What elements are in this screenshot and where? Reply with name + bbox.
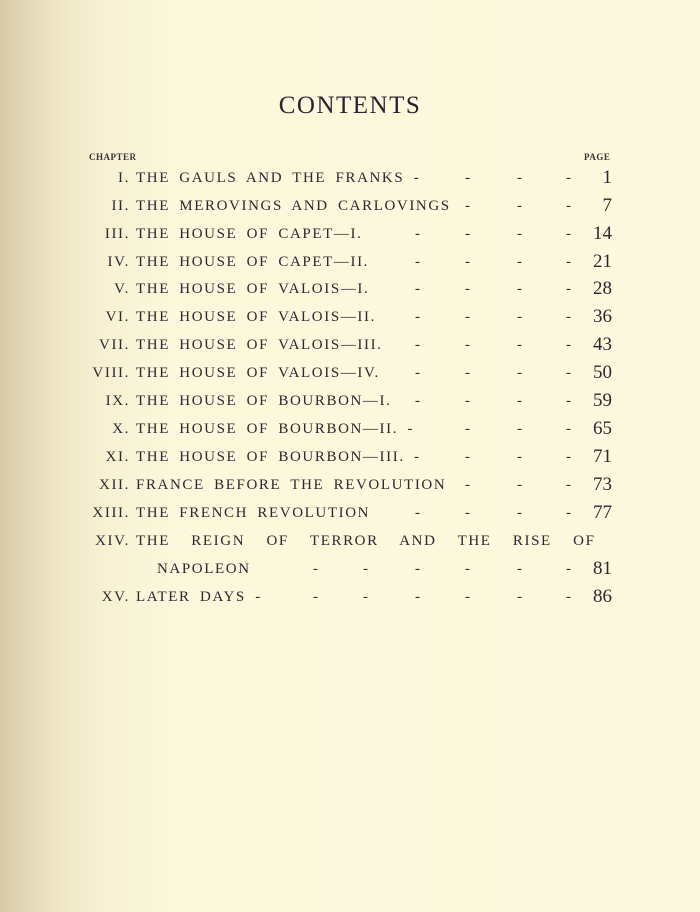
leader-dash: - <box>517 170 524 186</box>
leader-dash: - <box>465 170 472 186</box>
leader-dash: - <box>517 561 524 577</box>
chapter-title: THE HOUSE OF BOURBON—III. - <box>136 449 421 465</box>
page-title: CONTENTS <box>278 92 422 119</box>
chapter-numeral: VII. <box>99 337 130 353</box>
chapter-numeral: III. <box>104 226 130 242</box>
chapter-title: FRANCE BEFORE THE REVOLUTION <box>136 477 447 493</box>
toc-entry <box>0 502 700 529</box>
leader-dash: - <box>465 505 472 521</box>
leader-dash: - <box>415 365 422 381</box>
toc-entry <box>0 586 700 613</box>
leader-dash: - <box>415 309 422 325</box>
leader-dash: - <box>566 198 573 214</box>
leader-dash: - <box>517 505 524 521</box>
toc-entry <box>0 418 700 445</box>
page-number: 7 <box>602 195 612 216</box>
leader-dash: - <box>465 309 472 325</box>
chapter-title: THE FRENCH REVOLUTION <box>136 505 371 521</box>
leader-dash: - <box>465 337 472 353</box>
leader-dash: - <box>566 309 573 325</box>
chapter-title: LATER DAYS - <box>136 589 262 605</box>
toc-entry <box>0 558 700 585</box>
toc-entry <box>0 251 700 278</box>
leader-dash: - <box>517 337 524 353</box>
chapter-title: THE REIGN OF TERROR AND THE RISE OF <box>136 533 596 549</box>
leader-dash: - <box>465 589 472 605</box>
chapter-title: THE HOUSE OF VALOIS—II. <box>136 309 376 325</box>
leader-dash: - <box>415 561 422 577</box>
chapter-title: THE HOUSE OF CAPET—II. <box>136 254 370 270</box>
chapter-numeral: X. <box>112 421 130 437</box>
leader-dash: - <box>465 449 472 465</box>
toc-entry <box>0 334 700 361</box>
chapter-numeral: XIV. <box>95 533 130 549</box>
leader-dash: - <box>566 449 573 465</box>
chapter-numeral: IV. <box>107 254 130 270</box>
leader-dash: - <box>517 393 524 409</box>
chapter-numeral: II. <box>111 198 130 214</box>
chapter-numeral: XII. <box>99 477 130 493</box>
chapter-numeral: I. <box>118 170 130 186</box>
page-number: 73 <box>593 474 612 495</box>
page-number: 28 <box>593 278 612 299</box>
toc-entry <box>0 362 700 389</box>
toc-entry <box>0 167 700 194</box>
toc-entry <box>0 474 700 501</box>
leader-dash: - <box>517 198 524 214</box>
leader-dash: - <box>465 198 472 214</box>
leader-dash: - <box>517 365 524 381</box>
toc-entry <box>0 278 700 305</box>
chapter-numeral: XV. <box>101 589 130 605</box>
leader-dash: - <box>465 477 472 493</box>
page-number: 43 <box>593 334 612 355</box>
chapter-numeral: XIII. <box>92 505 130 521</box>
leader-dash: - <box>566 505 573 521</box>
leader-dash: - <box>465 281 472 297</box>
chapter-title: THE HOUSE OF VALOIS—III. <box>136 337 383 353</box>
chapter-numeral: XI. <box>105 449 130 465</box>
chapter-title: NAPOLEON <box>157 561 251 577</box>
chapter-title: THE HOUSE OF VALOIS—I. <box>136 281 370 297</box>
page-number: 50 <box>593 362 612 383</box>
leader-dash: - <box>517 449 524 465</box>
leader-dash: - <box>465 393 472 409</box>
leader-dash: - <box>465 421 472 437</box>
page-number: 86 <box>593 586 612 607</box>
leader-dash: - <box>566 589 573 605</box>
toc-entry <box>0 195 700 222</box>
leader-dash: - <box>415 393 422 409</box>
leader-dash: - <box>566 281 573 297</box>
leader-dash: - <box>415 226 422 242</box>
leader-dash: - <box>566 421 573 437</box>
leader-dash: - <box>363 561 370 577</box>
leader-dash: - <box>415 505 422 521</box>
leader-dash: - <box>517 421 524 437</box>
page-number: 36 <box>593 306 612 327</box>
toc-entry <box>0 223 700 250</box>
leader-dash: - <box>517 589 524 605</box>
page-number: 77 <box>593 502 612 523</box>
toc-entry <box>0 390 700 417</box>
page-number: 1 <box>602 167 612 188</box>
leader-dash: - <box>517 226 524 242</box>
chapter-title: THE GAULS AND THE FRANKS - <box>136 170 421 186</box>
chapter-numeral: V. <box>114 281 130 297</box>
toc-entry <box>0 306 700 333</box>
leader-dash: - <box>566 170 573 186</box>
page-number: 59 <box>593 390 612 411</box>
chapter-numeral: VIII. <box>92 365 130 381</box>
leader-dash: - <box>566 337 573 353</box>
leader-dash: - <box>517 281 524 297</box>
page-number: 21 <box>593 251 612 272</box>
leader-dash: - <box>517 477 524 493</box>
toc-entry <box>0 533 700 557</box>
chapter-title: THE HOUSE OF BOURBON—I. <box>136 393 392 409</box>
leader-dash: - <box>415 337 422 353</box>
page-number: 71 <box>593 446 612 467</box>
leader-dash: - <box>415 281 422 297</box>
chapter-title: THE HOUSE OF VALOIS—IV. <box>136 365 380 381</box>
leader-dash: - <box>465 561 472 577</box>
leader-dash: - <box>566 254 573 270</box>
leader-dash: - <box>415 589 422 605</box>
page-column-header: PAGE <box>584 152 611 162</box>
leader-dash: - <box>566 561 573 577</box>
chapter-title: THE MEROVINGS AND CARLOVINGS <box>136 198 451 214</box>
page-number: 14 <box>593 223 612 244</box>
leader-dash: - <box>313 561 320 577</box>
chapter-title: THE HOUSE OF CAPET—I. <box>136 226 363 242</box>
toc-entry <box>0 446 700 473</box>
leader-dash: - <box>465 254 472 270</box>
leader-dash: - <box>363 589 370 605</box>
leader-dash: - <box>415 254 422 270</box>
leader-dash: - <box>465 226 472 242</box>
page-number: 81 <box>593 558 612 579</box>
leader-dash: - <box>517 309 524 325</box>
chapter-title: THE HOUSE OF BOURBON—II. - <box>136 421 415 437</box>
leader-dash: - <box>517 254 524 270</box>
leader-dash: - <box>566 226 573 242</box>
leader-dash: - <box>566 393 573 409</box>
leader-dash: - <box>566 365 573 381</box>
leader-dash: - <box>465 365 472 381</box>
leader-dash: - <box>313 589 320 605</box>
chapter-column-header: CHAPTER <box>89 152 137 162</box>
chapter-numeral: IX. <box>105 393 130 409</box>
page-number: 65 <box>593 418 612 439</box>
leader-dash: - <box>566 477 573 493</box>
chapter-numeral: VI. <box>105 309 130 325</box>
